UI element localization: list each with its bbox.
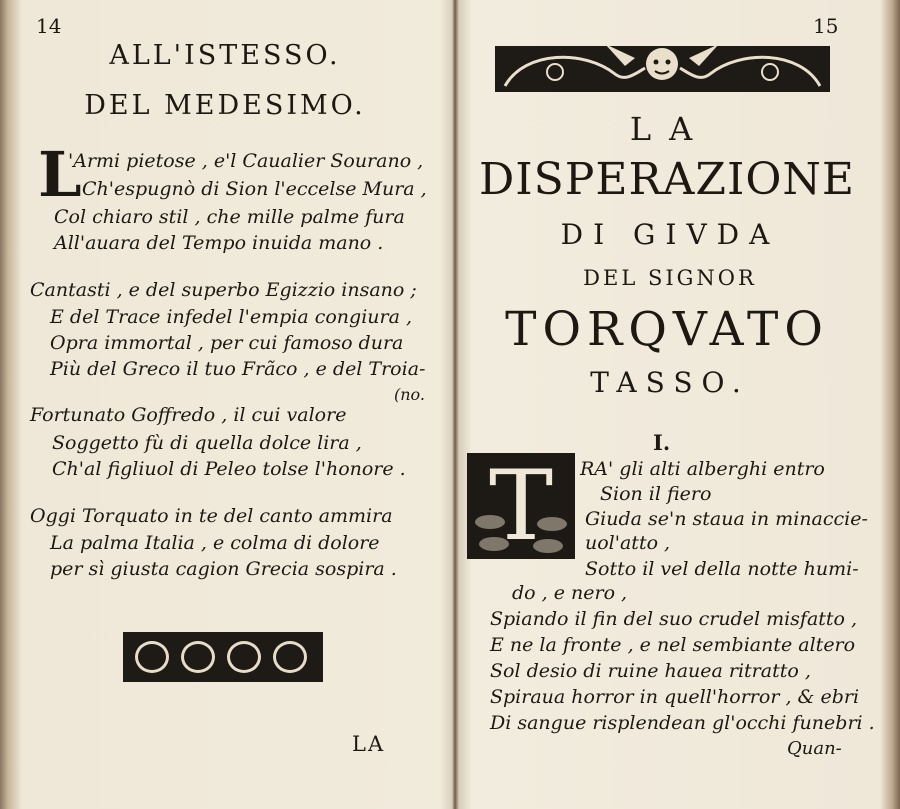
stanza-number: I. [653, 430, 671, 455]
headpiece-ornament [495, 38, 830, 94]
verse-line: Ch'espugnò di Sion l'eccelse Mura , [82, 178, 427, 200]
verse-line: E del Trace infedel l'empia congiura , [50, 306, 413, 328]
title-torquato: TORQVATO [505, 302, 829, 357]
verse-line: Spiando il fin del suo crudel misfatto , [490, 608, 858, 630]
verse-turnover: (no. [394, 385, 425, 404]
page-number-right: 15 [813, 14, 839, 38]
verse-line: Di sangue risplendean gl'occhi funebri . [490, 712, 875, 734]
verse-line: per sì giusta cagion Grecia sospira . [50, 558, 397, 580]
verse-line: La palma Italia , e colma di dolore [50, 532, 380, 554]
initial-letter: T [488, 450, 554, 562]
decorated-initial [467, 450, 575, 562]
verse-line: RA' gli alti alberghi entro [580, 458, 825, 480]
verse-line: Soggetto fù di quella dolce lira , [52, 432, 362, 454]
verse-line: E ne la fronte , e nel sembiante altero [490, 634, 856, 656]
verse-line: Fortunato Goffredo , il cui valore [30, 404, 347, 426]
verse-line: Spiraua horror in quell'horror , & ebri [490, 686, 860, 708]
verse-line: All'auara del Tempo inuida mano . [54, 232, 384, 254]
heading-del-medesimo: DEL MEDESIMO. [84, 90, 366, 121]
drop-initial: L [38, 138, 82, 211]
verse-line: Ch'al figliuol di Peleo tolse l'honore . [52, 458, 406, 480]
title-tasso: TASSO. [590, 366, 750, 399]
verse-line: Sotto il vel della notte humi- [585, 558, 859, 580]
heading-allistesso: ALL'ISTESSO. [109, 40, 341, 71]
page-number-left: 14 [36, 14, 62, 38]
catchword-left: LA [352, 732, 386, 756]
catchword-right: Quan- [787, 738, 842, 759]
verse-line: Oggi Torquato in te del canto ammira [30, 505, 393, 527]
verse-line: Sol desio di ruine hauea ritratto , [490, 660, 811, 682]
tailpiece-ornament [123, 632, 323, 682]
title-di-giuda: DI GIVDA [560, 218, 780, 251]
verse-line: Giuda se'n staua in minaccie- [585, 508, 868, 530]
verse-line: uol'atto , [585, 532, 671, 554]
verse-line: Opra immortal , per cui famoso dura [50, 332, 404, 354]
verse-line: do , e nero , [512, 582, 628, 604]
title-del-signor: DEL SIGNOR [583, 266, 757, 290]
title-disperazione: DISPERAZIONE [478, 154, 856, 205]
verse-line: 'Armi pietose , e'l Caualier Sourano , [68, 150, 424, 172]
title-la: LA [629, 110, 711, 148]
verse-line: Sion il fiero [600, 483, 712, 505]
verse-line: Più del Greco il tuo Frãco , e del Troia- [50, 358, 426, 380]
verse-line: Cantasti , e del superbo Egizzio insano ; [30, 279, 417, 301]
verse-line: Col chiaro stil , che mille palme fura [54, 206, 405, 228]
